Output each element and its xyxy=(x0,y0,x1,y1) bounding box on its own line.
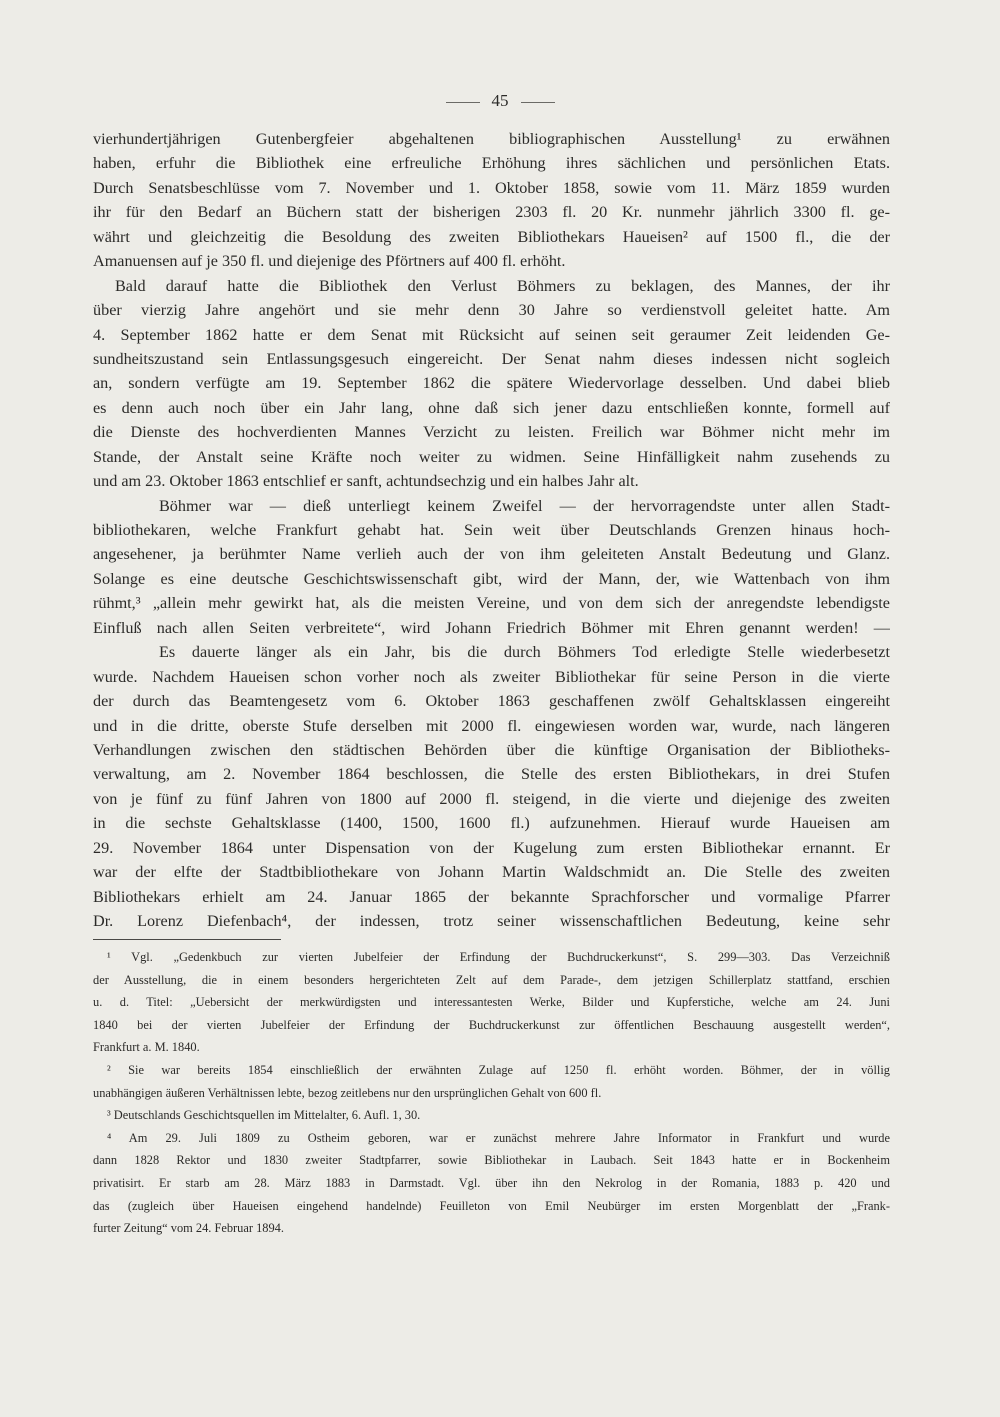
body-line: sundheitszustand sein Entlassungsgesuch eingereicht. Der Senat nahm dieses indessen nicht sogleich xyxy=(93,349,890,368)
footnote-line: ⁴ Am 29. Juli 1809 zu Ostheim geboren, war er zunächst mehrere Jahre Informator in Frankfurt und wurde xyxy=(107,1130,890,1145)
body-line: ihr für den Bedarf an Büchern statt der bisherigen 2303 fl. 20 Kr. nunmehr jährlich 3300 fl. ge- xyxy=(93,203,890,222)
body-line: und am 23. Oktober 1863 entschlief er sanft, achtundsechzig und ein halbes Jahr alt. xyxy=(93,472,639,491)
footnote-line: unabhängigen äußeren Verhältnissen lebte, bezog zeitlebens nur den ursprünglichen Gehalt von 600 fl. xyxy=(93,1085,602,1100)
body-line: wurde. Nachdem Haueisen schon vorher noch als zweiter Bibliothekar für seine Person in die vierte xyxy=(93,667,890,686)
body-line: rühmt,³ „allein mehr gewirkt hat, als die meisten Vereine, und von dem sich der anregendste lebendigste xyxy=(93,594,890,613)
footnote-line: furter Zeitung“ vom 24. Februar 1894. xyxy=(93,1221,284,1236)
body-line: Durch Senatsbeschlüsse vom 7. November und 1. Oktober 1858, sowie vom 11. März 1859 wurden xyxy=(93,178,890,197)
body-line: 4. September 1862 hatte er dem Senat mit Rücksicht auf seinen seit geraumer Zeit leidenden Ge- xyxy=(93,325,890,344)
header-dash-left xyxy=(446,102,480,103)
page-header xyxy=(0,91,1000,111)
body-line: es denn auch noch über ein Jahr lang, ohne daß sich jener dazu entschließen konnte, formell auf xyxy=(93,398,890,417)
body-line: Verhandlungen zwischen den städtischen Behörden über die künftige Organisation der Bibliotheks- xyxy=(93,740,890,759)
body-line: Es dauerte länger als ein Jahr, bis die durch Böhmers Tod erledigte Stelle wiederbesetzt xyxy=(159,643,890,662)
footnote-line: u. d. Titel: „Uebersicht der merkwürdigsten und interessantesten Werke, Bilder und Kupferstiche, welche am 24. Juni xyxy=(93,995,890,1010)
body-line: von je fünf zu fünf Jahren von 1800 auf 2000 fl. steigend, in die vierte und diejenige des zweiten xyxy=(93,789,890,808)
body-line: der durch das Beamtengesetz vom 6. Oktober 1863 geschaffenen zwölf Gehaltsklassen eingereiht xyxy=(93,692,890,711)
footnote-line: ³ Deutschlands Geschichtsquellen im Mittelalter, 6. Aufl. 1, 30. xyxy=(107,1108,421,1123)
footnote-line: ¹ Vgl. „Gedenkbuch zur vierten Jubelfeier der Erfindung der Buchdruckerkunst“, S. 299—303. Das Verzeichniß xyxy=(107,950,890,964)
body-line: und in die dritte, oberste Stufe derselben mit 2000 fl. eingewiesen worden war, wurde, nach längeren xyxy=(93,716,890,735)
body-line: Solange es eine deutsche Geschichtswissenschaft gibt, wird der Mann, der, wie Wattenbach von ihm xyxy=(93,569,890,588)
body-line: an, sondern verfügte am 19. September 1862 die spätere Wiedervorlage desselben. Und dabei blieb xyxy=(93,374,890,393)
body-line: in die sechste Gehaltsklasse (1400, 1500, 1600 fl.) aufzunehmen. Hierauf wurde Haueisen am xyxy=(93,814,890,833)
page-number: 45 xyxy=(491,91,509,110)
body-text xyxy=(93,127,890,933)
body-line: über vierzig Jahre angehört und sie mehr denn 30 Jahre so verdienstvoll geleitet hatte. Am xyxy=(93,301,890,320)
footnote-line: ² Sie war bereits 1854 einschließlich der erwähnten Zulage auf 1250 fl. erhöht worden. Böhmer, der in völlig xyxy=(107,1062,890,1077)
body-line: Amanuensen auf je 350 fl. und diejenige des Pförtners auf 400 fl. erhöht. xyxy=(93,252,566,271)
body-line: währt und gleichzeitig die Besoldung des zweiten Bibliothekars Haueisen² auf 1500 fl., die der xyxy=(93,227,890,246)
body-line: Bibliothekars erhielt am 24. Januar 1865 der bekannte Sprachforscher und vormalige Pfarrer xyxy=(93,887,890,906)
body-line: angesehener, ja berühmter Name verlieh auch der von ihm geleiteten Anstalt Bedeutung und Glanz. xyxy=(93,545,890,564)
body-line: Bald darauf hatte die Bibliothek den Verlust Böhmers zu beklagen, des Mannes, der ihr xyxy=(115,276,890,295)
footnote-line: 1840 bei der vierten Jubelfeier der Erfindung der Buchdruckerkunst zur öffentlichen Beschauung ausgestellt werden“, xyxy=(93,1017,890,1032)
body-line: Dr. Lorenz Diefenbach⁴, der indessen, trotz seiner wissenschaftlichen Bedeutung, keine sehr xyxy=(93,912,890,930)
footnotes xyxy=(93,946,890,1240)
body-line: haben, erfuhr die Bibliothek eine erfreuliche Erhöhung ihres sächlichen und persönlichen Etats. xyxy=(93,154,890,173)
footnote-separator xyxy=(93,939,281,940)
header-dash-right xyxy=(521,102,555,103)
body-line: war der elfte der Stadtbibliothekare von Johann Martin Waldschmidt an. Die Stelle des zweiten xyxy=(93,863,890,882)
body-line: Einfluß nach allen Seiten verbreitete“, wird Johann Friedrich Böhmer mit Ehren genannt werden! — xyxy=(93,618,890,637)
body-line: die Dienste des hochverdienten Mannes Verzicht zu leisten. Freilich war Böhmer nicht mehr im xyxy=(93,423,890,442)
footnote-line: Frankfurt a. M. 1840. xyxy=(93,1040,200,1055)
body-line: bibliothekaren, welche Frankfurt gehabt hat. Sein weit über Deutschlands Grenzen hinaus hoch- xyxy=(93,521,890,539)
body-line: verwaltung, am 2. November 1864 beschlossen, die Stelle des ersten Bibliothekars, in drei Stufen xyxy=(93,765,890,784)
body-line: vierhundertjährigen Gutenbergfeier abgehaltenen bibliographischen Ausstellung¹ zu erwähnen xyxy=(93,130,890,148)
body-line: Böhmer war — dieß unterliegt keinem Zweifel — der hervorragendste unter allen Stadt- xyxy=(159,496,890,515)
body-line: Stande, der Anstalt seine Kräfte noch weiter zu widmen. Seine Hinfälligkeit nahm zusehends zu xyxy=(93,447,890,466)
footnote-line: das (zugleich über Haueisen eingehend handelnde) Feuilleton von Emil Neubürger im ersten Morgenblatt der „Frank- xyxy=(93,1198,890,1213)
footnote-line: privatisirt. Er starb am 28. März 1883 in Darmstadt. Vgl. über ihn den Nekrolog in der Romania, 1883 p. 420 und xyxy=(93,1175,890,1190)
footnote-line: dann 1828 Rektor und 1830 zweiter Stadtpfarrer, sowie Bibliothekar in Laubach. Seit 1843 hatte er in Bockenheim xyxy=(93,1153,890,1168)
body-line: 29. November 1864 unter Dispensation von der Kugelung zum ersten Bibliothekar ernannt. Er xyxy=(93,838,890,857)
footnote-line: der Ausstellung, die in einem besonders hergerichteten Zelt auf dem Parade-, dem jetzigen Schillerplatz stattfand, erschien xyxy=(93,972,890,987)
